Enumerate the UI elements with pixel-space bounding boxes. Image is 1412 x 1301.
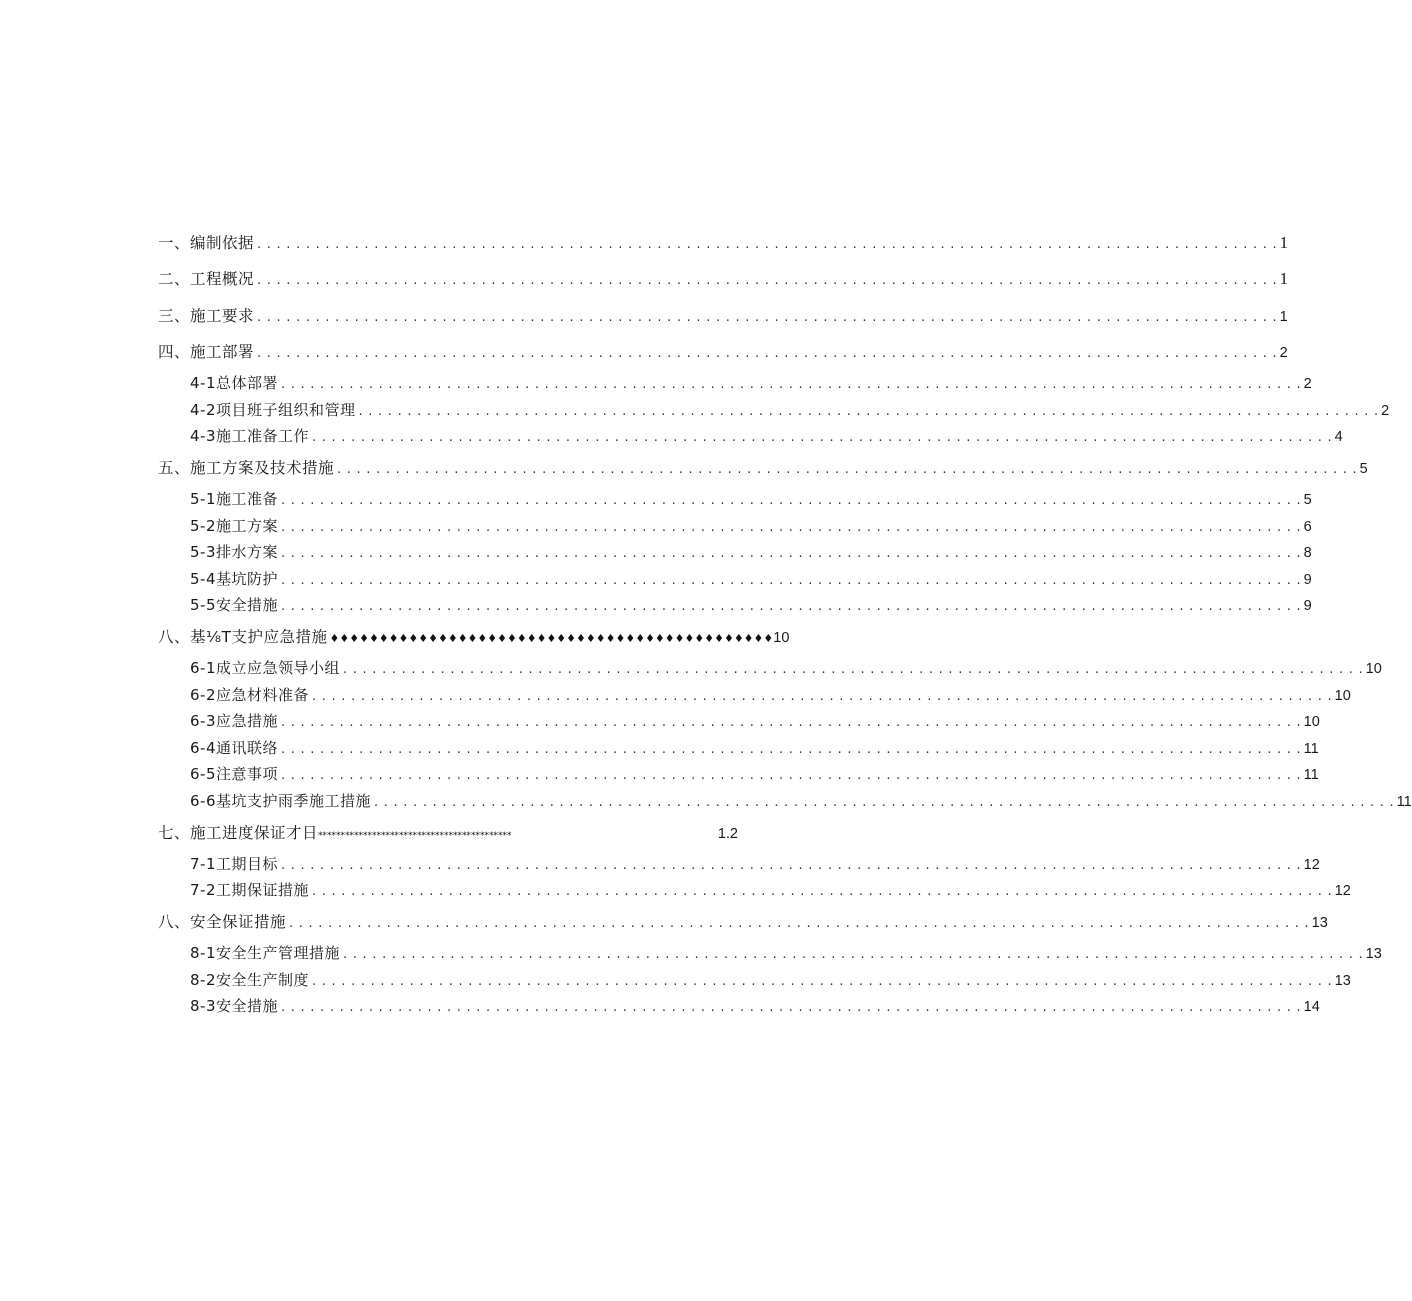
toc-page-number: 8 [1303,545,1312,561]
toc-dot-leader [312,428,1332,448]
toc-entry-title: 七、施工进度保证才日 [158,824,319,842]
toc-subentry[interactable] [190,516,1312,536]
toc-subentry[interactable] [190,943,1382,963]
toc-entry-title: 5-2施工方案 [190,517,278,535]
toc-page-number: 4 [1334,429,1343,445]
toc-subentry[interactable] [190,996,1320,1016]
toc-subentry[interactable] [190,489,1312,509]
toc-subentry[interactable] [190,764,1319,784]
toc-dot-leader [374,793,1394,813]
toc-entry-title: 6-6基坑支护雨季施工措施 [190,792,372,810]
toc-page-number: 12 [1334,883,1351,899]
toc-entry-title: 4-2项目班子组织和管理 [190,401,356,419]
toc-entry-title: 5-4基坑防护 [190,570,278,588]
toc-star-leader: ******************************************* [318,831,512,841]
toc-entry-title: 7-2工期保证措施 [190,881,310,899]
toc-subentry[interactable] [190,426,1343,446]
toc-dot-leader [257,235,1277,255]
toc-page-number: 10 [1365,661,1382,677]
toc-entry-title: 4-1总体部署 [190,374,278,392]
toc-entry[interactable] [158,627,790,647]
toc-subentry[interactable] [190,880,1351,900]
toc-page-number: 13 [1311,915,1328,931]
toc-page-number: 1.2 [717,826,738,842]
toc-entry-title: 三、施工要求 [158,307,255,325]
toc-dot-leader [343,945,1363,965]
toc-page-number: 5 [1303,492,1312,508]
toc-page-number: 5 [1359,461,1368,477]
toc-entry-title: 6-2应急材料准备 [190,686,310,704]
toc-entry-title: 6-5注意事项 [190,765,278,783]
toc-entry-title: 6-4通讯联络 [190,739,278,757]
toc-entry-title: 4-3施工准备工作 [190,427,310,445]
toc-subentry[interactable] [190,400,1390,420]
toc-entry[interactable] [158,823,738,843]
toc-entry[interactable] [158,342,1288,362]
toc-entry-title: 7-1工期目标 [190,855,278,873]
toc-page-number: 2 [1279,345,1288,361]
toc-entry[interactable] [158,458,1368,478]
toc-dot-leader [289,914,1309,934]
toc-page-number: 10 [1334,688,1351,704]
toc-page-number: 11 [1396,794,1412,810]
toc-page-number: 1 [1279,269,1289,288]
toc-dot-leader [312,882,1332,902]
toc-entry-title: 二、工程概况 [158,270,255,288]
toc-subentry[interactable] [190,738,1319,758]
toc-entry-title: 五、施工方案及技术措施 [158,459,335,477]
toc-subentry[interactable] [190,595,1312,615]
toc-page-number: 2 [1381,403,1390,419]
toc-subentry[interactable] [190,685,1351,705]
toc-dot-leader [281,766,1301,786]
toc-dot-leader [257,344,1277,364]
toc-entry-title: 5-5安全措施 [190,596,278,614]
toc-dot-leader [343,660,1363,680]
toc-entry-title: 四、施工部署 [158,343,255,361]
toc-dot-leader [257,308,1277,328]
toc-page-number: 6 [1303,519,1312,535]
toc-page-number: 9 [1303,572,1312,588]
toc-dot-leader [281,597,1301,617]
toc-entry-title: 8-2安全生产制度 [190,971,310,989]
toc-page-number: 14 [1303,999,1320,1015]
toc-dot-leader [359,402,1379,422]
toc-subentry[interactable] [190,569,1312,589]
toc-subentry[interactable] [190,970,1351,990]
toc-dot-leader [312,687,1332,707]
toc-page-number: 2 [1303,376,1312,392]
toc-entry-title: 一、编制依据 [158,234,255,252]
toc-entry-title: 八、基⅛T支护应急措施 [158,628,328,646]
toc-subentry[interactable] [190,854,1320,874]
toc-dot-leader [281,713,1301,733]
toc-entry-title: 5-1施工准备 [190,490,278,508]
toc-entry[interactable] [158,269,1289,289]
toc-page-number: 13 [1334,973,1351,989]
toc-dot-leader [281,375,1301,395]
toc-page-number: 12 [1303,857,1320,873]
toc-subentry[interactable] [190,542,1312,562]
toc-dot-leader [257,271,1277,291]
toc-dot-leader [337,460,1357,480]
toc-page-number: 11 [1303,767,1319,783]
toc-subentry[interactable] [190,373,1312,393]
toc-page-number: 11 [1303,741,1319,757]
toc-entry[interactable] [158,912,1328,932]
toc-entry-title: 6-1成立应急领导小组 [190,659,341,677]
toc-dot-leader [281,544,1301,564]
toc-page-number: 13 [1365,946,1382,962]
toc-entry-title: 8-3安全措施 [190,997,278,1015]
toc-dot-leader [281,856,1301,876]
toc-dot-leader [281,998,1301,1018]
toc-page-number: 1 [1279,233,1289,252]
toc-page-number: 10 [773,630,790,646]
toc-dot-leader [281,571,1301,591]
toc-entry[interactable] [158,306,1288,326]
toc-dot-leader [281,491,1301,511]
toc-dot-leader [281,740,1301,760]
toc-entry[interactable] [158,233,1289,253]
toc-entry-title: 八、安全保证措施 [158,913,287,931]
toc-page-number: 10 [1303,714,1320,730]
toc-page-number: 1 [1279,309,1288,325]
toc-subentry[interactable] [190,791,1412,811]
toc-subentry[interactable] [190,658,1382,678]
toc-entry-title: 8-1安全生产管理措施 [190,944,341,962]
toc-dot-leader [312,972,1332,992]
toc-subentry[interactable] [190,711,1320,731]
toc-dot-leader [281,518,1301,538]
toc-page-number: 9 [1303,598,1312,614]
toc-entry-title: 6-3应急措施 [190,712,278,730]
toc-entry-title: 5-3排水方案 [190,543,278,561]
toc-diamond-leader: ♦♦♦♦♦♦♦♦♦♦♦♦♦♦♦♦♦♦♦♦♦♦♦♦♦♦♦♦♦♦♦♦♦♦♦♦♦♦♦♦♦♦♦♦♦ [329,632,774,645]
